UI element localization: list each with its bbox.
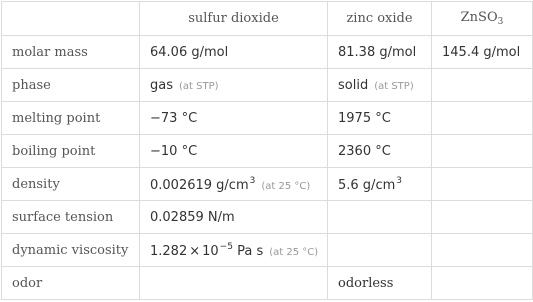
condition-note: (at STP) [179,80,219,92]
condition-note: (at 25 °C) [269,246,319,258]
unit-exponent: 3 [249,175,256,186]
cell-value [140,69,328,102]
viscosity-exponent: −5 [219,241,233,252]
cell-value: 81.38 g/mol [328,36,432,69]
cell-empty [432,135,533,168]
header-row [2,2,533,36]
row-dynamic-viscosity [2,234,533,267]
viscosity-unit: Pa s [237,243,264,259]
row-boiling-point [2,135,533,168]
cell-empty [432,102,533,135]
row-density [2,168,533,201]
cell-empty [328,201,432,234]
density-value: 5.6 g/cm [338,177,396,193]
row-phase [2,69,533,102]
row-label: melting point [2,102,140,135]
cell-value [140,168,328,201]
phase-value: solid [338,77,369,93]
cell-value [328,69,432,102]
header-formula-base: ZnSO [460,10,498,25]
cell-value [140,234,328,267]
phase-value: gas [150,77,173,93]
row-label: phase [2,69,140,102]
properties-table [1,1,533,300]
cell-value: 1975 °C [328,102,432,135]
cell-value: 2360 °C [328,135,432,168]
cell-value: 64.06 g/mol [140,36,328,69]
viscosity-base: 10 [202,243,219,259]
cell-empty [432,201,533,234]
condition-note: (at 25 °C) [261,180,311,192]
row-label: boiling point [2,135,140,168]
row-label: density [2,168,140,201]
cell-empty [432,168,533,201]
cell-empty [432,234,533,267]
header-formula-subscript: 3 [497,17,504,27]
header-zinc-sulfate [432,2,533,36]
row-odor [2,267,533,300]
row-label: odor [2,267,140,300]
row-melting-point [2,102,533,135]
cell-empty [432,69,533,102]
header-zinc-oxide: zinc oxide [328,2,432,36]
row-label: dynamic viscosity [2,234,140,267]
row-label: surface tension [2,201,140,234]
cell-value: −73 °C [140,102,328,135]
cell-empty [328,234,432,267]
row-molar-mass [2,36,533,69]
header-empty-cell [2,2,140,36]
cell-empty [140,267,328,300]
viscosity-mantissa: 1.282 [150,243,188,259]
times-sign: × [189,243,201,259]
header-sulfur-dioxide: sulfur dioxide [140,2,328,36]
cell-value: 145.4 g/mol [432,36,533,69]
density-value: 0.002619 g/cm [150,177,249,193]
cell-value [328,168,432,201]
condition-note: (at STP) [374,80,414,92]
row-label: molar mass [2,36,140,69]
unit-exponent: 3 [396,175,402,186]
cell-empty [432,267,533,300]
cell-value: odorless [328,267,432,300]
cell-value: −10 °C [140,135,328,168]
row-surface-tension [2,201,533,234]
cell-value: 0.02859 N/m [140,201,328,234]
